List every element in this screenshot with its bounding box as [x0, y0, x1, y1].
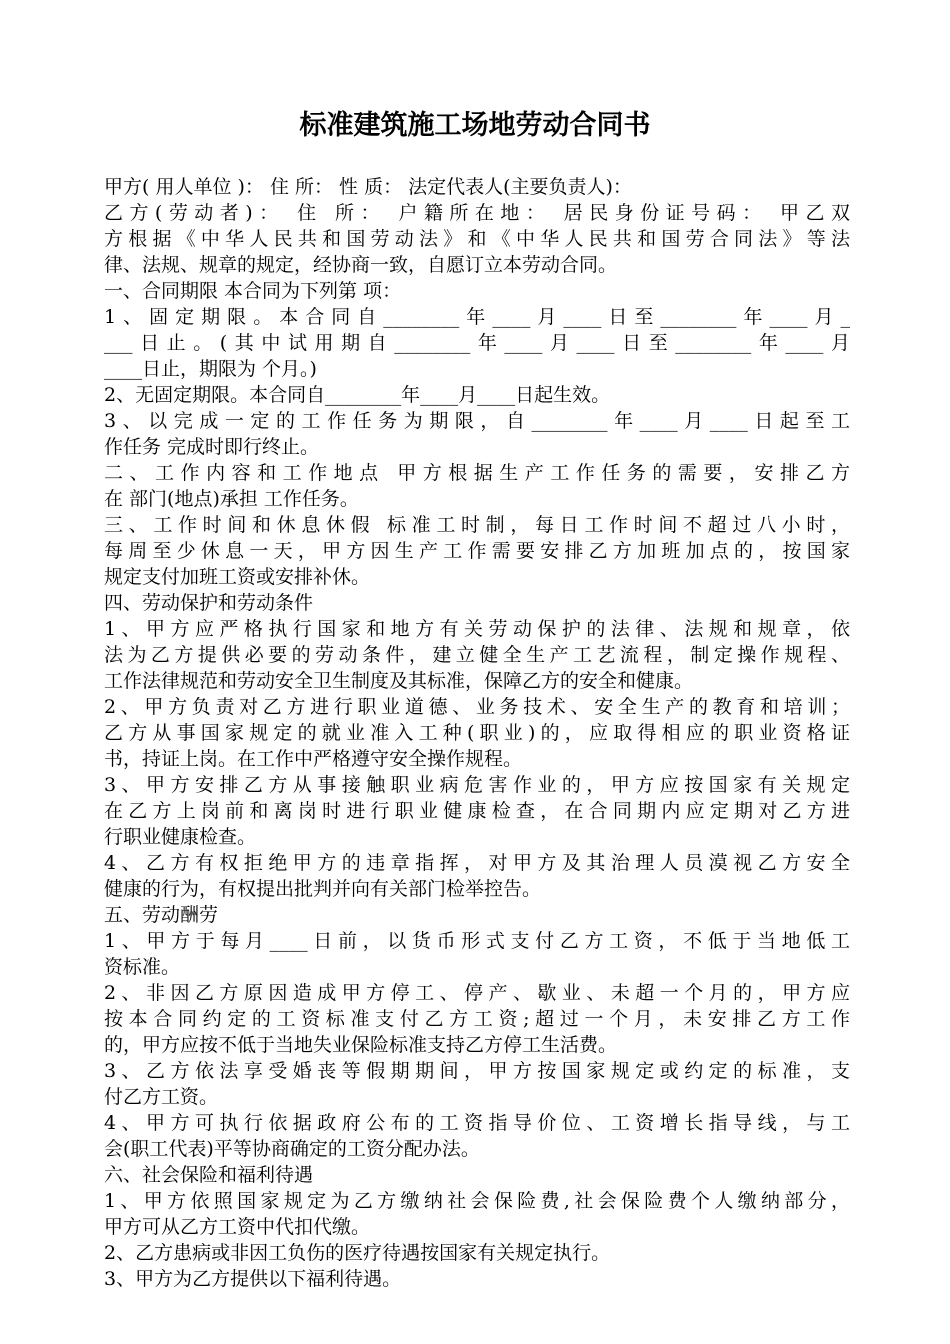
document-line: 的，甲方应按不低于当地失业保险标准支持乙方停工生活费。	[104, 1034, 618, 1056]
document-line: 五、劳动酬劳	[104, 904, 219, 926]
document-line: 资标准。	[104, 956, 181, 978]
document-line: 三、工作时间和休息休假 标准工时制，每日工作时间不超过八小时，	[104, 514, 850, 536]
document-body	[104, 174, 850, 1292]
document-line: 1、甲方依照国家规定为乙方缴纳社会保险费,社会保险费个人缴纳部分，	[104, 1190, 850, 1212]
document-line: 3、以完成一定的工作任务为期限，自________年____月____日起至工	[104, 410, 850, 432]
document-line: 一、合同期限 本合同为下列第 项：	[104, 280, 402, 302]
document-line: 行职业健康检查。	[104, 826, 257, 848]
document-line: 1、甲方应严格执行国家和地方有关劳动保护的法律、法规和规章，依	[104, 618, 850, 640]
document-line: 乙方从事国家规定的就业准入工种(职业)的，应取得相应的职业资格证	[104, 722, 850, 744]
document-title: 标准建筑施工场地劳动合同书	[299, 110, 651, 141]
document-line: 在 部门(地点)承担 工作任务。	[104, 488, 359, 510]
document-line: 乙方(劳动者)： 住 所： 户籍所在地： 居民身份证号码： 甲乙双	[104, 202, 850, 224]
document-line: 律、法规、规章的规定，经协商一致，自愿订立本劳动合同。	[104, 254, 618, 276]
document-line: 每周至少休息一天，甲方因生产工作需要安排乙方加班加点的，按国家	[104, 540, 850, 562]
document-line: 作任务 完成时即行终止。	[104, 436, 320, 458]
document-line: 3、甲方为乙方提供以下福利待遇。	[104, 1268, 402, 1290]
document-line: 法为乙方提供必要的劳动条件，建立健全生产工艺流程，制定操作规程、	[104, 644, 850, 666]
document-line: 1、固定期限。本合同自________年____月____日至________年____月_	[104, 306, 850, 328]
document-line: 按本合同约定的工资标准支付乙方工资;超过一个月，未安排乙方工作	[104, 1008, 850, 1030]
document-line: 2、甲方负责对乙方进行职业道德、业务技术、安全生产的教育和培训；	[104, 696, 850, 718]
document-line: 四、劳动保护和劳动条件	[104, 592, 314, 614]
document-line: 会(职工代表)平等协商确定的工资分配办法。	[104, 1138, 480, 1160]
document-line: 4、乙方有权拒绝甲方的违章指挥，对甲方及其治理人员漠视乙方安全	[104, 852, 850, 874]
document-line: 3、甲方安排乙方从事接触职业病危害作业的，甲方应按国家有关规定	[104, 774, 850, 796]
document-line: 二、工作内容和工作地点 甲方根据生产工作任务的需要，安排乙方	[104, 462, 850, 484]
document-line: 甲方可从乙方工资中代扣代缴。	[104, 1216, 371, 1238]
document-line: 3、乙方依法享受婚丧等假期期间，甲方按国家规定或约定的标准，支	[104, 1060, 850, 1082]
document-line: 1、甲方于每月____日前，以货币形式支付乙方工资，不低于当地低工	[104, 930, 850, 952]
document-line: 付乙方工资。	[104, 1086, 219, 1108]
document-line: 书，持证上岗。在工作中严格遵守安全操作规程。	[104, 748, 523, 770]
document-line: 甲方( 用人单位 )： 住 所： 性 质： 法定代表人(主要负责人)：	[104, 176, 632, 198]
document-line: 2、无固定期限。本合同自________年____月____日起生效。	[104, 384, 611, 406]
document-line: 方根据《中华人民共和国劳动法》和《中华人民共和国劳合同法》等法	[104, 228, 850, 250]
document-line: 六、社会保险和福利待遇	[104, 1164, 314, 1186]
document-line: ___日止。(其中试用期自________年____月____日至________年____月	[104, 332, 850, 354]
document-line: 2、乙方患病或非因工负伤的医疗待遇按国家有关规定执行。	[104, 1242, 611, 1264]
document-line: 健康的行为，有权提出批判并向有关部门检举控告。	[104, 878, 542, 900]
document-line: 工作法律规范和劳动安全卫生制度及其标准，保障乙方的安全和健康。	[104, 670, 694, 692]
document-line: 规定支付加班工资或安排补休。	[104, 566, 371, 588]
document-line: ____日止，期限为 个月。)	[104, 358, 317, 380]
document-line: 2、非因乙方原因造成甲方停工、停产、歇业、未超一个月的，甲方应	[104, 982, 850, 1004]
document-line: 4、甲方可执行依据政府公布的工资指导价位、工资增长指导线，与工	[104, 1112, 850, 1134]
document-line: 在乙方上岗前和离岗时进行职业健康检查，在合同期内应定期对乙方进	[104, 800, 850, 822]
